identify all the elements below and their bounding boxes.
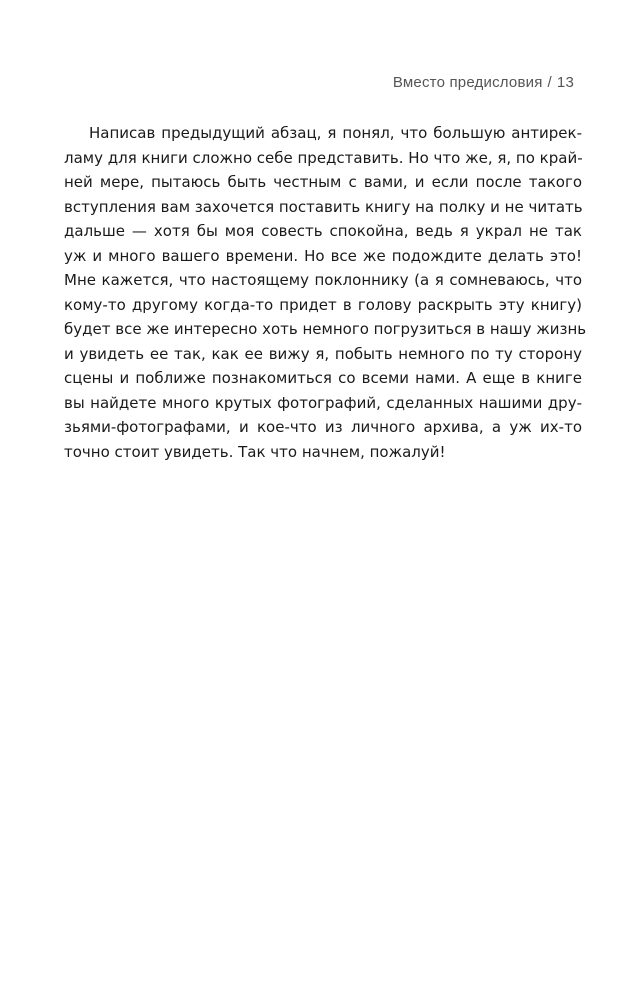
paragraph-line: и увидеть ее так, как ее вижу я, побыть немного по ту сторону — [64, 344, 582, 363]
section-title: Вместо предисловия — [392, 74, 543, 91]
paragraph-line: уж и много вашего времени. Но все же подождите делать это! — [64, 246, 582, 265]
paragraph-line: вы найдете много крутых фотографий, сделанных нашими дру- — [64, 393, 582, 412]
body-paragraph — [64, 121, 587, 464]
paragraph-line: Написав предыдущий абзац, я понял, что большую антирек- — [89, 124, 582, 142]
paragraph-line: ней мере, пытаюсь быть честным с вами, и если после такого — [64, 173, 582, 191]
running-header — [393, 74, 574, 91]
paragraph-line: сцены и поближе познакомиться со всеми нами. А еще в книге — [64, 369, 582, 387]
page-number: 13 — [556, 74, 574, 91]
paragraph-line: кому-то другому когда-то придет в голову раскрыть эту книгу) — [64, 295, 582, 314]
paragraph-line: Мне кажется, что настоящему поклоннику (а я сомневаюсь, что — [64, 271, 582, 289]
paragraph-line: точно стоит увидеть. Так что начнем, пожалуй! — [64, 442, 446, 461]
paragraph-line: будет все же интересно хоть немного погрузиться в нашу жизнь — [64, 320, 587, 338]
header-separator: / — [547, 74, 552, 91]
paragraph-line: зьями-фотографами, и кое-что из личного архива, а уж их-то — [64, 418, 582, 436]
paragraph-line: ламу для книги сложно себе представить. Но что же, я, по край- — [64, 148, 583, 167]
paragraph-line: дальше — хотя бы моя совесть спокойна, ведь я украл не так — [64, 222, 582, 240]
paragraph-line: вступления вам захочется поставить книгу на полку и не читать — [64, 197, 583, 216]
